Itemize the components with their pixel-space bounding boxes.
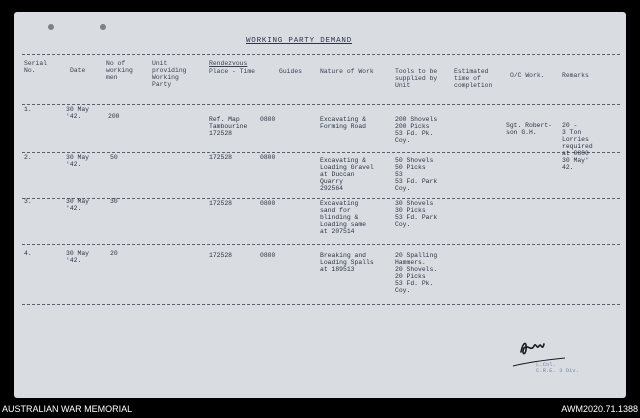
row3-date: 30 May '42. [66, 198, 90, 212]
row4-date: 30 May '42. [66, 250, 90, 264]
header-tools: Tools to be supplied by Unit [395, 68, 438, 89]
document-sheet [14, 12, 626, 398]
header-date: Date [70, 67, 86, 74]
row2-men: 50 [110, 154, 118, 161]
row1-time: 0800 [260, 116, 276, 123]
row1-nature: Excavating & Forming Road [320, 116, 367, 130]
row3-nature: Excavating sand for blinding & Loading same at 207514 [320, 200, 367, 235]
row4-tools: 20 Spalling Hammers. 20 Shovels. 20 Picks 53 Fd. Pk. Coy. [395, 252, 438, 294]
row4-serial: 4. [24, 250, 32, 257]
row2-serial: 2. [24, 154, 32, 161]
header-place-time: Place - Time [209, 68, 256, 75]
header-nature: Nature of Work [320, 68, 374, 75]
row4-place: 172528 [209, 252, 233, 259]
row2-nature: Excavating & Loading Gravel at Duccan Quarry 292564 [320, 157, 374, 192]
row1-remarks: 20 - 3 Ton Lorries required at 0800 30 May' 42. [562, 122, 593, 171]
footer-right: AWM2020.71.1388 [561, 404, 638, 414]
table-rule [22, 152, 620, 153]
row3-time: 0800 [260, 200, 276, 207]
row4-time: 0800 [260, 252, 276, 259]
document-title: WORKING PARTY DEMAND [246, 37, 353, 45]
table-rule [22, 54, 620, 55]
header-oc: O/C Work. [510, 72, 545, 79]
row3-men: 30 [110, 198, 118, 205]
row2-place: 172528 [209, 154, 233, 161]
row4-men: 20 [110, 250, 118, 257]
row2-tools: 50 Shovels 50 Picks 53 53 Fd. Park Coy. [395, 157, 438, 192]
row3-place: 172528 [209, 200, 233, 207]
header-rendezvous: Rendezvous [209, 60, 248, 67]
row1-men: 200 [108, 113, 120, 120]
row3-tools: 30 Shovels 30 Picks 53 Fd. Park Coy. [395, 200, 438, 228]
header-men: No of working men [106, 60, 133, 81]
row1-tools: 200 Shovels 200 Picks 53 Fd. Pk. Coy. [395, 116, 438, 144]
footer-left: AUSTRALIAN WAR MEMORIAL [2, 404, 133, 414]
table-rule [22, 244, 620, 245]
punch-hole [100, 24, 106, 30]
header-remarks: Remarks [562, 72, 589, 79]
row2-time: 0800 [260, 154, 276, 161]
header-completion: Estimated time of completion [454, 68, 493, 89]
table-rule [22, 104, 620, 105]
row1-date: 30 May '42. [66, 106, 90, 120]
row1-serial: 1. [24, 106, 32, 113]
row1-oc: Sgt. Robert- son G.H. [506, 122, 553, 136]
signature-stamp: L.Col. C.R.E. 3 Div. [536, 361, 579, 374]
header-unit: Unit providing Working Party [152, 60, 187, 88]
row1-place: Ref. Map Tambourine 172528 [209, 116, 248, 137]
header-guides: Guides [279, 68, 303, 75]
punch-hole [48, 24, 54, 30]
row4-nature: Breaking and Loading Spalls at 189513 [320, 252, 374, 273]
table-rule [22, 304, 620, 305]
row2-date: 30 May '42. [66, 154, 90, 168]
row3-serial: 3. [24, 198, 32, 205]
header-serial: Serial No. [24, 60, 48, 74]
